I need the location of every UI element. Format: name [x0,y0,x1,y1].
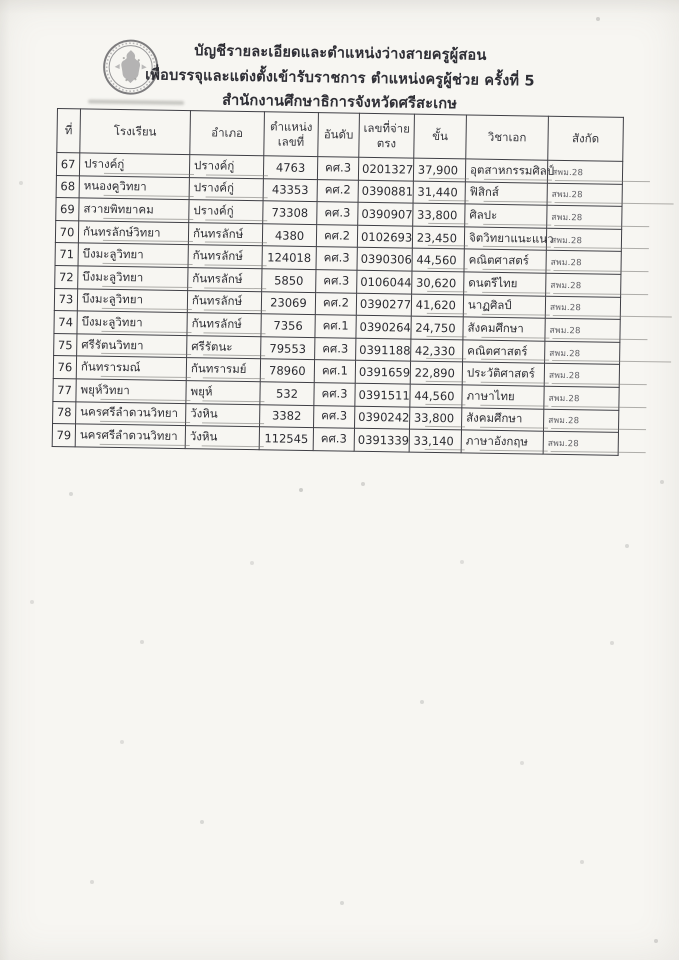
cell-position-no: 5850 [262,269,316,292]
cell-position-no: 7356 [261,314,315,337]
cell-school: หนองคูวิทยา [79,175,189,199]
col-header-school: โรงเรียน [80,109,191,155]
cell-payroll-no: 0390264 [356,315,411,338]
cell-payroll-no: 0390907 [358,202,413,225]
table-body [52,153,623,456]
cell-district: กันทรลักษ์ [188,268,262,292]
cell-salary-step: 37,900 [413,158,465,181]
cell-rank: คศ.2 [315,292,356,315]
cell-rank: คศ.3 [313,428,354,451]
cell-rank: คศ.3 [317,202,358,225]
cell-no: 71 [55,243,78,266]
cell-no: 69 [56,198,79,221]
cell-district: กันทรารมย์ [186,358,260,382]
cell-rank: คศ.3 [316,247,357,270]
cell-payroll-no: 0102693 [357,225,412,248]
cell-salary-step: 30,620 [412,271,464,294]
cell-salary-step: 22,890 [410,361,462,384]
col-header-payroll-line2: ตรง [376,135,397,150]
cell-no: 67 [56,153,79,176]
cell-position-no: 4380 [262,224,316,247]
cell-salary-step: 24,750 [411,316,463,339]
cell-no: 76 [53,356,76,379]
cell-affiliation: สพม.28 [546,228,621,252]
col-header-no: ที่ [57,109,81,153]
cell-no: 74 [54,311,77,334]
cell-position-no: 79553 [261,336,315,359]
cell-salary-step: 33,800 [413,203,465,226]
cell-no: 68 [56,175,79,198]
cell-school: สวายพิทยาคม [79,198,189,222]
cell-rank: คศ.3 [314,405,355,428]
cell-affiliation: สพม.28 [543,431,618,455]
cell-district: ปรางค์กู่ [189,155,263,179]
cell-affiliation: สพม.28 [546,251,621,275]
cell-school: กันทรารมณ์ [76,356,186,380]
document-title-line2: เพื่อบรรจุและแต่งตั้งเข้ารับราชการ ตำแหน่งครูผู้ช่วย ครั้งที่ 5 [145,66,535,90]
cell-payroll-no: 0390242 [355,406,410,429]
col-header-major: วิชาเอก [466,115,549,160]
cell-salary-step: 33,800 [409,407,461,430]
cell-no: 73 [54,288,77,311]
cell-school: นครศรีลำดวนวิทยา [75,424,185,448]
cell-major: ดนตรีไทย [464,272,546,296]
cell-school: พยุห์วิทยา [76,379,186,403]
cell-salary-step: 33,140 [409,429,461,452]
cell-district: กันทรลักษ์ [187,290,261,314]
cell-position-no: 532 [260,382,314,405]
cell-major: นาฏศิลป์ [463,294,545,318]
cell-payroll-no: 0390277 [356,293,411,316]
cell-rank: คศ.1 [315,315,356,338]
cell-major: คณิตศาสตร์ [464,249,546,273]
cell-district: กันทรลักษ์ [188,222,262,246]
cell-major: ภาษาอังกฤษ [461,430,543,454]
cell-affiliation: สพม.28 [547,205,622,229]
cell-no: 79 [52,424,75,447]
col-header-affiliation: สังกัด [548,116,624,161]
cell-major: อุตสาหกรรมศิลป์ [465,159,547,183]
cell-salary-step: 31,440 [413,181,465,204]
document-title-line1: บัญชีรายละเอียดและตำแหน่งว่างสายครูผู้สอน [194,43,487,64]
cell-no: 70 [55,220,78,243]
vacancy-positions-table [52,108,624,456]
col-header-position-line1: ตำแหน่ง [269,118,313,134]
cell-school: บึงมะลูวิทยา [77,288,187,312]
cell-affiliation: สพม.28 [545,318,620,342]
cell-major: ภาษาไทย [462,385,544,409]
cell-payroll-no: 0106044 [357,270,412,293]
cell-school: ศรีรัตนวิทยา [77,334,187,358]
cell-affiliation: สพม.28 [544,386,619,410]
cell-salary-step: 42,330 [411,339,463,362]
cell-rank: คศ.2 [316,224,357,247]
cell-major: สังคมศึกษา [463,317,545,341]
cell-salary-step: 44,560 [410,384,462,407]
cell-rank: คศ.3 [314,383,355,406]
cell-position-no: 23069 [261,291,315,314]
cell-rank: คศ.3 [316,270,357,293]
cell-school: บึงมะลูวิทยา [78,243,188,267]
cell-position-no: 78960 [260,359,314,382]
cell-rank: คศ.3 [317,157,358,180]
cell-rank: คศ.2 [317,179,358,202]
cell-position-no: 3382 [260,404,314,427]
cell-school: บึงมะลูวิทยา [78,266,188,290]
cell-school: กันทรลักษ์วิทยา [78,221,188,245]
cell-district: ปรางค์กู่ [189,177,263,201]
cell-affiliation: สพม.28 [544,364,619,388]
cell-affiliation: สพม.28 [543,409,618,433]
cell-district: กันทรลักษ์ [187,313,261,337]
cell-major: ศิลปะ [465,204,547,228]
cell-rank: คศ.1 [314,360,355,383]
cell-salary-step: 44,560 [412,248,464,271]
cell-school: บึงมะลูวิทยา [77,311,187,335]
cell-no: 75 [54,333,77,356]
cell-district: ศรีรัตนะ [187,335,261,359]
cell-position-no: 124018 [262,246,316,269]
cell-salary-step: 41,620 [411,294,463,317]
cell-major: คณิตศาสตร์ [463,340,545,364]
cell-district: พยุห์ [186,381,260,405]
col-header-position-line2: เลขที่ [277,133,305,149]
cell-payroll-no: 0390306 [357,248,412,271]
cell-payroll-no: 0390881 [358,180,413,203]
cell-rank: คศ.3 [315,337,356,360]
cell-no: 72 [55,265,78,288]
cell-affiliation: สพม.28 [547,160,622,184]
col-header-step: ขั้น [414,114,467,159]
cell-major: ฟิสิกส์ [465,182,547,206]
cell-payroll-no: 0391659 [355,361,410,384]
cell-affiliation: สพม.28 [545,341,620,365]
col-header-payroll-no [359,113,415,158]
cell-school: ปรางค์กู่ [79,153,189,177]
cell-district: กันทรลักษ์ [188,245,262,269]
document-title-block [0,36,679,120]
col-header-payroll-line1: เลขที่จ่าย [363,120,411,136]
cell-position-no: 73308 [263,201,317,224]
cell-position-no: 4763 [263,156,317,179]
col-header-rank: อันดับ [318,113,360,158]
cell-major: สังคมศึกษา [461,407,543,431]
col-header-position-no [264,112,319,157]
cell-payroll-no: 0391511 [355,383,410,406]
cell-affiliation: สพม.28 [545,296,620,320]
cell-payroll-no: 0391188 [356,338,411,361]
cell-major: ประวัติศาสตร์ [462,362,544,386]
cell-no: 77 [53,378,76,401]
cell-position-no: 112545 [259,427,313,450]
cell-salary-step: 23,450 [412,226,464,249]
cell-no: 78 [53,401,76,424]
document-title-line3: สำนักงานศึกษาธิการจังหวัดศรีสะเกษ [222,92,458,113]
cell-district: ปรางค์กู่ [189,200,263,224]
col-header-district: อำเภอ [190,111,265,156]
cell-position-no: 43353 [263,178,317,201]
cell-district: วังหิน [185,426,259,450]
cell-school: นครศรีลำดวนวิทยา [76,401,186,425]
cell-payroll-no: 0201327 [358,157,413,180]
cell-affiliation: สพม.28 [547,183,622,207]
cell-major: จิตวิทยาแนะแนว [464,227,546,251]
cell-payroll-no: 0391339 [354,428,409,451]
cell-district: วังหิน [186,403,260,427]
cell-affiliation: สพม.28 [546,273,621,297]
